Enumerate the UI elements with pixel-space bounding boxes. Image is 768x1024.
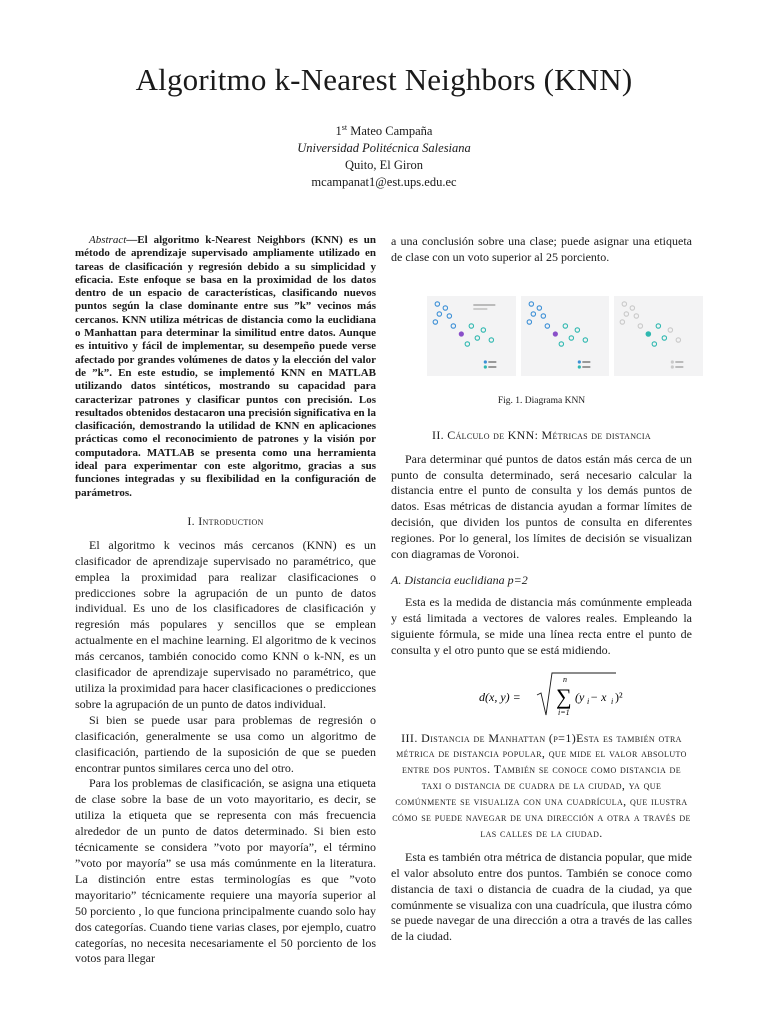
- author-number: 1: [335, 124, 342, 139]
- section-2-title: Cálculo de KNN: Métricas de distancia: [447, 427, 651, 442]
- equation-graphic: [391, 669, 692, 721]
- knn-panel-2-plot: [521, 296, 610, 376]
- sum-lower: i=1: [558, 707, 570, 717]
- left-column: [75, 234, 376, 967]
- author-number-suffix: st: [341, 123, 348, 132]
- equation-minus-x: − x: [590, 689, 607, 704]
- author-email: mcampanat1@est.ups.edu.ec: [311, 175, 457, 190]
- equation-close: )²: [615, 689, 623, 704]
- paper-title: Algoritmo k-Nearest Neighbors (KNN): [135, 62, 633, 97]
- knn-figure: [427, 296, 703, 376]
- author-location: Quito, El Giron: [344, 158, 424, 173]
- section-1-heading: [75, 514, 376, 530]
- author-name: Mateo Campaña: [350, 124, 433, 139]
- subsection-a-label: A.: [391, 572, 402, 587]
- knn-panel-3-plot: [614, 296, 703, 376]
- author-block: [0, 119, 768, 191]
- knn-panel-1: [427, 296, 516, 376]
- section-3-heading: [391, 731, 692, 842]
- author-affiliation: Universidad Politécnica Salesiana: [297, 141, 471, 156]
- section-1-title: Introduction: [198, 513, 264, 528]
- section-1-paragraph-3: Para los problemas de clasificación, se asigna una etiqueta de clase sobre la base de un voto mayoritario, es decir, se utiliza la etiqueta que se representa con más frecuencia alrededor de un punto de datos determinado. Si bien esto técnicamente se considera ”voto por mayoría”, el término ”voto por mayoría” se usa más comúnmente en la literatura. La distinción entre estas terminologías es que ”voto mayoritario” técnicamente requiere una mayoría superior al 50 porciento , lo que funciona principalmente cuando solo hay dos categorías. Cuando tiene varias clases, por ejemplo, cuatro categorías, no necesita necesariamente el 50 porciento de los votos para llegar: [75, 776, 376, 966]
- section-2-paragraph: Para determinar qué puntos de datos están más cerca de un punto de consulta determinado, será necesario calcular la distancia entre el punto de consulta y los demás puntos de datos. Esas métricas de distancia ayudan a formar límites de decisión, que dividen los puntos de consulta en diferentes regiones. Por lo general, los límites de decisión se visualizan con diagramas de Voronoi.: [391, 451, 692, 562]
- knn-panel-1-plot: [427, 296, 516, 376]
- abstract-label: Abstract: [89, 234, 127, 246]
- section-2-number: II.: [432, 427, 444, 442]
- equation-subscript-2: i: [611, 696, 614, 706]
- abstract-text: —El algoritmo k-Nearest Neighbors (KNN) es un método de aprendizaje supervisado ampliamente utilizado en tareas de clasificación y regresión debido a su simplicidad y eficacia. Este enfoque se basa en la proximidad de los datos dentro de un espacio de características, clasificando nuevos puntos según la clase dominante entre sus ”k” vecinos más cercanos. KNN utiliza métricas de distancia como la euclidiana o Manhattan para determinar la similitud entre datos. Aunque es intuitivo y fácil de implementar, su desempeño puede verse afectado por grandes volúmenes de datos y la elección del valor de ”k”. En este estudio, se implementó KNN en MATLAB utilizando datos sintéticos, mostrando su capacidad para caracterizar patrones y clasificar puntos con precisión. Los resultados obtenidos destacaron una precisión significativa en la clasificación, demostrando la utilidad de KNN en aplicaciones prácticas como el reconocimiento de patrones y la visión por computadora. MATLAB se presenta como una herramienta ideal para experimentar con este algoritmo, gracias a sus funciones integradas y su flexibilidad en la configuración de parámetros.: [75, 234, 376, 499]
- sum-symbol: ∑: [556, 683, 572, 709]
- sum-upper: n: [563, 674, 567, 684]
- abstract: [75, 234, 376, 500]
- author-name-line: [0, 119, 768, 140]
- section-1-number: I.: [187, 513, 195, 528]
- section-1-paragraph-1: El algoritmo k vecinos más cercanos (KNN) es un clasificador de aprendizaje supervisado no paramétrico, que emplea la proximidad para realizar clasificaciones o predicciones sobre la agrupación de un punto de datos individual. Es uno de los clasificadores de clasificación y regresión más populares y sencillos que se emplean actualmente en el machine learning. El algoritmo de k vecinos más cercanos, también conocido como KNN o k-NN, es un clasificador de aprendizaje supervisado no paramétrico, que utiliza la proximidad para hacer clasificaciones o predicciones sobre la agrupación de un punto de datos individual.: [75, 537, 376, 711]
- section-2-heading: [391, 428, 692, 444]
- knn-panel-3: [614, 296, 703, 376]
- subsection-a-title: Distancia euclidiana p=2: [404, 572, 528, 587]
- subsection-a-paragraph: Esta es la medida de distancia más comúnmente empleada y está limitada a vectores de valores reales. Empleando la siguiente fórmula, se mide una línea recta entre el punto de consulta y el otro punto que se está midiendo.: [391, 594, 692, 657]
- right-column: [391, 234, 692, 945]
- section-3-heading-text: Distancia de Manhattan (p=1)Esta es también otra métrica de distancia popular, que mide el valor absoluto entre dos puntos. También se conoce como distancia de taxi o distancia de cuadra de la ciudad, ya que comúnmente se visualiza con una cuadrícula, que ilustra cómo se puede navegar de una dirección a otra a través de las calles de la ciudad.: [392, 730, 691, 840]
- equation-subscript-1: i: [587, 696, 590, 706]
- section-1-continuation: a una conclusión sobre una clase; puede asignar una etiqueta de clase con un voto superior al 25 porciento.: [391, 234, 692, 264]
- equation-lhs: d(x, y) =: [479, 689, 521, 704]
- subsection-a-heading: [391, 573, 692, 589]
- section-1-paragraph-2: Si bien se puede usar para problemas de regresión o clasificación, generalmente se usa como un algoritmo de clasificación, partiendo de la suposición de que se pueden encontrar puntos similares cerca uno del otro.: [75, 712, 376, 775]
- knn-panel-2: [521, 296, 610, 376]
- figure-caption: Fig. 1. Diagrama KNN: [497, 395, 586, 406]
- section-3-number: III.: [401, 730, 418, 745]
- equation-body: (y: [575, 689, 585, 704]
- euclidean-equation: [391, 669, 692, 721]
- section-3-paragraph: Esta es también otra métrica de distancia popular, que mide el valor absoluto entre dos puntos. También se conoce como distancia de taxi o distancia de cuadra de la ciudad, ya que comúnmente se visualiza con una cuadrícula, que ilustra cómo se puede navegar de una dirección a otra a través de las calles de la ciudad.: [391, 849, 692, 944]
